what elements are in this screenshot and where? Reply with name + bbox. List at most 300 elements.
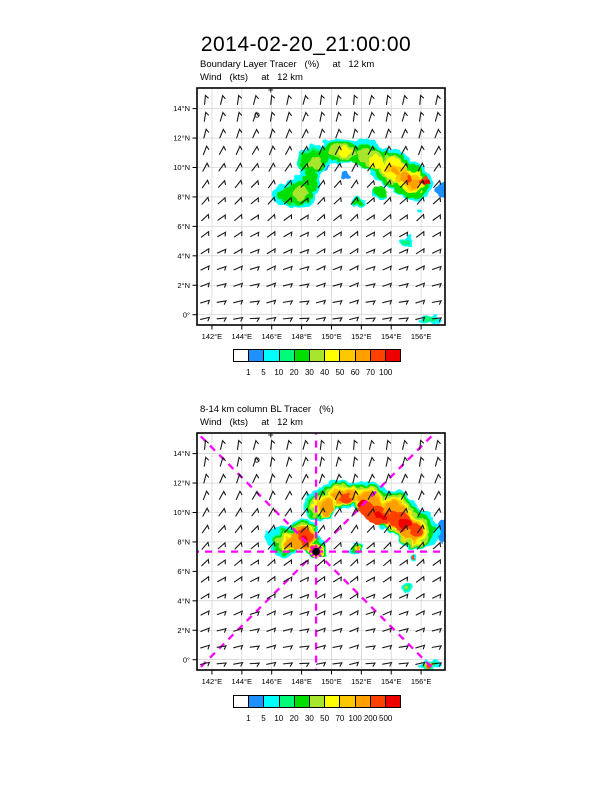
wind-barb bbox=[283, 663, 292, 667]
wind-barb bbox=[366, 594, 375, 600]
wind-barb bbox=[366, 646, 375, 650]
wind-barb bbox=[234, 232, 243, 240]
wind-barb bbox=[337, 441, 342, 450]
wind-barb bbox=[201, 611, 210, 618]
wind-barb bbox=[350, 611, 359, 618]
wind-barb bbox=[284, 215, 293, 223]
wind-barb bbox=[201, 594, 210, 601]
wind-barb bbox=[350, 266, 359, 273]
wind-barb bbox=[336, 457, 341, 466]
wind-barb bbox=[416, 300, 426, 306]
wind-barb bbox=[302, 130, 309, 139]
wind-barb bbox=[435, 457, 440, 467]
panel2-subtitle-wind: Wind (kts) at 12 km bbox=[200, 417, 303, 428]
y-tick-label: 10°N bbox=[173, 163, 190, 173]
wind-barb bbox=[416, 283, 426, 289]
wind-barb bbox=[284, 560, 293, 568]
wind-barb bbox=[419, 146, 425, 156]
colorbar-level-label: 30 bbox=[304, 368, 314, 377]
wind-barb bbox=[235, 215, 244, 223]
colorbar-level-label: 70 bbox=[335, 714, 345, 723]
colorbar-level-label: 1 bbox=[246, 368, 251, 377]
wind-barb bbox=[435, 112, 440, 122]
wind-barb bbox=[366, 629, 375, 634]
wind-barb bbox=[351, 214, 360, 222]
wind-barb bbox=[251, 560, 260, 568]
wind-barb bbox=[400, 560, 409, 568]
wind-barb bbox=[250, 267, 260, 273]
wind-barb bbox=[254, 441, 259, 450]
wind-barb bbox=[204, 457, 208, 466]
wind-barb bbox=[386, 457, 391, 466]
wind-barb bbox=[399, 301, 408, 305]
wind-barb bbox=[416, 645, 426, 651]
wind-barb bbox=[303, 96, 308, 106]
wind-barb bbox=[219, 509, 227, 518]
wind-barb bbox=[316, 318, 325, 323]
wind-barb bbox=[334, 232, 343, 239]
wind-barb bbox=[201, 577, 210, 585]
wind-barb bbox=[369, 129, 375, 138]
wind-barb bbox=[303, 458, 309, 468]
wind-barb bbox=[285, 509, 293, 518]
wind-barb bbox=[383, 318, 392, 323]
colorbar-cell bbox=[263, 696, 278, 707]
wind-barb bbox=[283, 284, 292, 289]
wind-barb bbox=[286, 474, 292, 484]
wind-barb bbox=[252, 526, 261, 535]
wind-barb bbox=[251, 198, 260, 206]
wind-barb bbox=[271, 441, 275, 450]
wind-barb bbox=[220, 112, 226, 122]
wind-barb bbox=[300, 663, 309, 666]
wind-barb bbox=[435, 146, 442, 155]
wind-barb bbox=[400, 215, 409, 223]
y-tick-label: 0° bbox=[182, 310, 190, 320]
wind-barb bbox=[235, 543, 243, 552]
tracer-blob bbox=[417, 209, 423, 214]
wind-barb bbox=[271, 96, 275, 105]
wind-barb bbox=[399, 646, 408, 650]
wind-barb bbox=[386, 96, 390, 105]
wind-barb bbox=[351, 180, 359, 189]
colorbar-cell bbox=[279, 696, 294, 707]
wind-barb bbox=[350, 317, 359, 322]
wind-barb bbox=[433, 560, 442, 568]
wind-barb bbox=[367, 560, 376, 568]
wind-barb bbox=[399, 249, 408, 255]
y-tick-label: 6°N bbox=[177, 566, 190, 576]
colorbar-level-label: 100 bbox=[379, 368, 393, 377]
wind-barb bbox=[402, 474, 408, 483]
wind-barb bbox=[201, 283, 211, 289]
wind-barb bbox=[284, 232, 293, 239]
wind-barb bbox=[367, 215, 376, 223]
wind-barb bbox=[419, 457, 423, 466]
wind-barb bbox=[383, 663, 392, 668]
wind-barb bbox=[402, 129, 408, 138]
wind-barb bbox=[218, 232, 227, 239]
wind-barb bbox=[354, 96, 358, 105]
x-tick-label: 156°E bbox=[410, 677, 432, 686]
wind-barb bbox=[203, 146, 209, 156]
tracer-blob bbox=[402, 239, 411, 247]
wind-barb bbox=[218, 198, 227, 206]
wind-barb bbox=[435, 491, 442, 500]
wind-barb bbox=[219, 164, 227, 173]
wind-barb bbox=[251, 215, 260, 223]
wind-barb bbox=[334, 181, 342, 190]
wind-barb bbox=[286, 146, 293, 155]
page-title: 2014-02-20_21:00:00 bbox=[200, 33, 412, 56]
wind-barb bbox=[252, 164, 260, 173]
wind-barb bbox=[237, 96, 241, 105]
y-tick-label: 6°N bbox=[177, 221, 190, 231]
wind-barb bbox=[433, 232, 442, 239]
wind-barb bbox=[402, 112, 408, 122]
wind-barb bbox=[201, 266, 210, 273]
wind-barb bbox=[420, 96, 424, 105]
wind-barb bbox=[252, 509, 260, 518]
wind-barb bbox=[287, 112, 292, 122]
panel1-subtitle-wind: Wind (kts) at 12 km bbox=[200, 72, 303, 83]
tracer-blob bbox=[408, 175, 414, 180]
colorbar-cell bbox=[248, 696, 263, 707]
colorbar-labels-panel-2 bbox=[233, 714, 401, 724]
wind-barb bbox=[337, 96, 342, 105]
y-tick-label: 4°N bbox=[177, 596, 190, 606]
wind-barb bbox=[350, 662, 359, 667]
y-tick-label: 12°N bbox=[173, 478, 190, 488]
colorbar-level-label: 60 bbox=[350, 368, 360, 377]
y-tick-label: 14°N bbox=[173, 104, 190, 114]
wind-barb bbox=[383, 301, 392, 306]
wind-barb bbox=[333, 284, 343, 289]
wind-barb bbox=[202, 197, 210, 206]
wind-barb bbox=[420, 441, 424, 450]
wind-barb bbox=[433, 543, 442, 551]
wind-barb bbox=[336, 129, 342, 139]
wind-barb bbox=[353, 112, 357, 121]
wind-barb bbox=[333, 611, 343, 617]
wind-barb bbox=[320, 474, 326, 484]
wind-barb bbox=[399, 629, 408, 634]
wind-barb bbox=[201, 317, 210, 322]
wind-barb bbox=[350, 249, 359, 257]
wind-barb bbox=[433, 215, 442, 223]
wind-barb bbox=[366, 267, 376, 273]
tracer-field bbox=[263, 476, 450, 669]
map-border bbox=[197, 88, 445, 325]
wind-barb bbox=[334, 215, 343, 223]
colorbar-level-label: 20 bbox=[289, 714, 299, 723]
wind-barb bbox=[204, 474, 209, 483]
panel2-subtitle-tracer: 8-14 km column BL Tracer (%) bbox=[200, 404, 334, 415]
y-tick-label: 10°N bbox=[173, 508, 190, 518]
wind-barb bbox=[436, 441, 441, 450]
wind-barb bbox=[432, 266, 442, 272]
wind-barb bbox=[350, 577, 359, 585]
x-tick-label: 148°E bbox=[291, 332, 312, 341]
wind-barb bbox=[201, 645, 211, 651]
wind-barb bbox=[353, 129, 358, 138]
wind-barb bbox=[367, 198, 376, 206]
wind-barb bbox=[350, 628, 359, 634]
wind-barb bbox=[201, 249, 210, 256]
colorbar-level-label: 100 bbox=[348, 714, 362, 723]
dashed-ray bbox=[316, 552, 434, 670]
wind-barb bbox=[283, 646, 292, 651]
colorbar-cell bbox=[355, 350, 370, 361]
wind-barb bbox=[366, 284, 375, 289]
wind-barb bbox=[320, 441, 324, 450]
wind-barb bbox=[269, 180, 277, 189]
wind-barb bbox=[353, 457, 357, 466]
wind-barb bbox=[435, 129, 441, 139]
wind-barb bbox=[399, 284, 408, 289]
wind-barb bbox=[432, 611, 442, 617]
colorbar-level-label: 5 bbox=[261, 368, 266, 377]
wind-barb bbox=[317, 249, 326, 256]
axis-ticks bbox=[193, 454, 422, 675]
x-tick-label: 150°E bbox=[321, 332, 342, 341]
wind-barb bbox=[432, 646, 441, 651]
wind-barb bbox=[399, 318, 408, 322]
wind-barb bbox=[399, 594, 408, 600]
wind-barb bbox=[300, 318, 309, 321]
colorbar-cell bbox=[248, 350, 263, 361]
wind-barb bbox=[350, 594, 359, 602]
wind-barb bbox=[334, 543, 343, 551]
wind-barb bbox=[354, 441, 358, 450]
wind-barb bbox=[202, 180, 210, 189]
wind-barb bbox=[217, 284, 226, 289]
wind-barb bbox=[399, 267, 409, 273]
wind-barb bbox=[419, 112, 423, 121]
colorbar-cell bbox=[294, 696, 309, 707]
wind-barb bbox=[367, 181, 375, 190]
wind-barb bbox=[283, 301, 292, 306]
wind-barb bbox=[333, 249, 342, 256]
colorbar-cell bbox=[385, 350, 400, 361]
wind-barb bbox=[237, 112, 242, 121]
y-tick-label: 12°N bbox=[173, 133, 190, 143]
wind-barb bbox=[369, 96, 374, 105]
dashed-ray bbox=[198, 552, 316, 670]
wind-barb bbox=[350, 283, 359, 289]
wind-barb bbox=[333, 266, 343, 272]
colorbar-level-label: 50 bbox=[335, 368, 345, 377]
wind-barb bbox=[366, 318, 375, 322]
wind-barb bbox=[202, 215, 211, 223]
wind-barb bbox=[287, 96, 292, 105]
center-dot bbox=[312, 548, 320, 556]
tracer-field-clip bbox=[273, 135, 450, 325]
colorbar-level-label: 30 bbox=[304, 714, 314, 723]
colorbar-level-label: 200 bbox=[363, 714, 378, 723]
wind-barb bbox=[350, 645, 360, 651]
colorbar-cell bbox=[385, 696, 400, 707]
tracer-blob bbox=[437, 182, 450, 198]
wind-barb bbox=[202, 560, 211, 568]
wind-barb bbox=[335, 163, 343, 172]
tracer-blob bbox=[413, 557, 417, 560]
wind-barb bbox=[237, 457, 242, 466]
wind-barb bbox=[350, 232, 359, 240]
wind-barb bbox=[270, 457, 275, 466]
panel1-subtitle-tracer: Boundary Layer Tracer (%) at 12 km bbox=[200, 59, 375, 70]
wind-barb bbox=[201, 300, 211, 306]
wind-barb bbox=[317, 577, 326, 585]
wind-barb bbox=[386, 441, 390, 450]
wind-barb bbox=[268, 232, 277, 240]
wind-barb bbox=[318, 560, 327, 568]
x-tick-label: 148°E bbox=[291, 677, 312, 686]
wind-barb bbox=[252, 147, 259, 156]
wind-barb bbox=[317, 232, 326, 240]
wind-barb bbox=[250, 318, 259, 322]
wind-barb bbox=[386, 112, 391, 121]
wind-barb bbox=[367, 543, 376, 551]
wind-barb bbox=[369, 441, 374, 450]
wind-barb bbox=[217, 301, 226, 305]
wind-barb bbox=[317, 645, 326, 650]
wind-barb-field bbox=[201, 96, 443, 323]
wind-barb bbox=[367, 577, 376, 584]
wind-barb bbox=[416, 628, 426, 634]
wind-barb bbox=[203, 508, 210, 517]
wind-barb bbox=[217, 318, 226, 322]
y-tick-label: 2°N bbox=[177, 625, 190, 635]
wind-barb bbox=[217, 594, 226, 600]
colorbar-cell bbox=[279, 350, 294, 361]
ray-overlay bbox=[197, 433, 445, 670]
wind-barb bbox=[250, 301, 259, 305]
colorbar-cell bbox=[294, 350, 309, 361]
wind-barb bbox=[252, 181, 261, 190]
wind-barb bbox=[286, 129, 292, 139]
wind-barb bbox=[250, 663, 259, 667]
colorbar-cell bbox=[309, 350, 324, 361]
wind-barb bbox=[253, 475, 260, 484]
wind-barb bbox=[268, 560, 277, 568]
wind-barb bbox=[218, 560, 227, 568]
wind-barb bbox=[283, 629, 292, 634]
wind-barb bbox=[300, 646, 309, 650]
wind-barb bbox=[270, 112, 275, 121]
y-tick-label: 2°N bbox=[177, 280, 190, 290]
wind-barb bbox=[205, 441, 209, 450]
wind-barb bbox=[219, 146, 226, 155]
wind-barb bbox=[316, 663, 325, 668]
wind-barb bbox=[303, 441, 308, 451]
wind-barb bbox=[217, 249, 226, 255]
x-tick-label: 146°E bbox=[261, 677, 282, 686]
wind-barb bbox=[285, 164, 293, 173]
x-tick-label: 144°E bbox=[231, 332, 253, 341]
tracer-blob bbox=[354, 199, 363, 206]
wind-barb bbox=[219, 181, 227, 190]
wind-barb bbox=[204, 112, 208, 121]
wind-barb bbox=[284, 266, 294, 272]
wind-barb bbox=[317, 594, 326, 601]
colorbar-cell bbox=[370, 696, 385, 707]
wind-barb bbox=[333, 301, 342, 306]
wind-barb bbox=[434, 509, 442, 518]
wind-barb bbox=[218, 543, 227, 551]
wind-barb bbox=[333, 318, 342, 322]
wind-barb bbox=[234, 594, 243, 601]
gridlines bbox=[197, 88, 445, 325]
wind-barb bbox=[251, 577, 260, 584]
wind-barb bbox=[284, 594, 293, 601]
colorbar-cell bbox=[309, 696, 324, 707]
colorbar-labels-panel-1 bbox=[233, 368, 401, 378]
wind-barb bbox=[433, 577, 442, 584]
colorbar-level-label: 40 bbox=[320, 368, 330, 377]
x-tick-label: 150°E bbox=[321, 677, 342, 686]
wind-barb bbox=[366, 301, 375, 305]
colorbar-level-label: 20 bbox=[289, 368, 299, 377]
y-tick-label: 14°N bbox=[173, 449, 190, 459]
wind-barb bbox=[284, 611, 294, 617]
wind-barb bbox=[303, 113, 309, 123]
wind-barb bbox=[203, 491, 209, 501]
wind-barb bbox=[336, 112, 341, 121]
colorbar-cell bbox=[324, 350, 339, 361]
colorbar-cell bbox=[263, 350, 278, 361]
wind-barb bbox=[317, 628, 327, 634]
wind-barb bbox=[250, 646, 259, 650]
tracer-blob bbox=[341, 173, 350, 180]
wind-barb bbox=[220, 474, 226, 483]
wind-barb bbox=[436, 96, 441, 105]
wind-barb bbox=[218, 215, 227, 223]
wind-barb bbox=[366, 612, 376, 618]
wind-barb bbox=[317, 283, 327, 289]
wind-barb bbox=[203, 163, 210, 172]
wind-barb bbox=[386, 129, 392, 139]
wind-barb bbox=[333, 663, 342, 667]
wind-barb bbox=[367, 232, 376, 239]
x-tick-label: 142°E bbox=[201, 332, 223, 341]
wind-barb bbox=[369, 113, 375, 123]
wind-barb bbox=[351, 559, 360, 567]
wind-barb bbox=[320, 457, 325, 466]
wind-barb bbox=[320, 129, 326, 139]
wind-barb bbox=[333, 629, 343, 634]
wind-barb bbox=[270, 474, 275, 484]
wind-barb bbox=[320, 112, 325, 121]
wind-barb bbox=[419, 491, 425, 501]
wind-barb bbox=[334, 560, 343, 568]
wind-barb bbox=[217, 646, 226, 650]
wind-barb bbox=[270, 491, 276, 501]
colorbar-cell bbox=[234, 350, 248, 361]
wind-barb bbox=[300, 301, 309, 305]
wind-barb bbox=[253, 130, 260, 139]
y-tick-label: 8°N bbox=[177, 537, 190, 547]
wind-barb bbox=[269, 163, 276, 172]
wind-barb bbox=[302, 475, 309, 484]
wind-barb bbox=[251, 595, 261, 601]
wind-barb bbox=[419, 129, 424, 138]
wind-barb bbox=[221, 96, 226, 105]
wind-barb bbox=[433, 198, 442, 206]
tracer-field-clip bbox=[197, 433, 450, 670]
map-panel-2 bbox=[173, 433, 445, 686]
wind-barb bbox=[268, 215, 277, 223]
